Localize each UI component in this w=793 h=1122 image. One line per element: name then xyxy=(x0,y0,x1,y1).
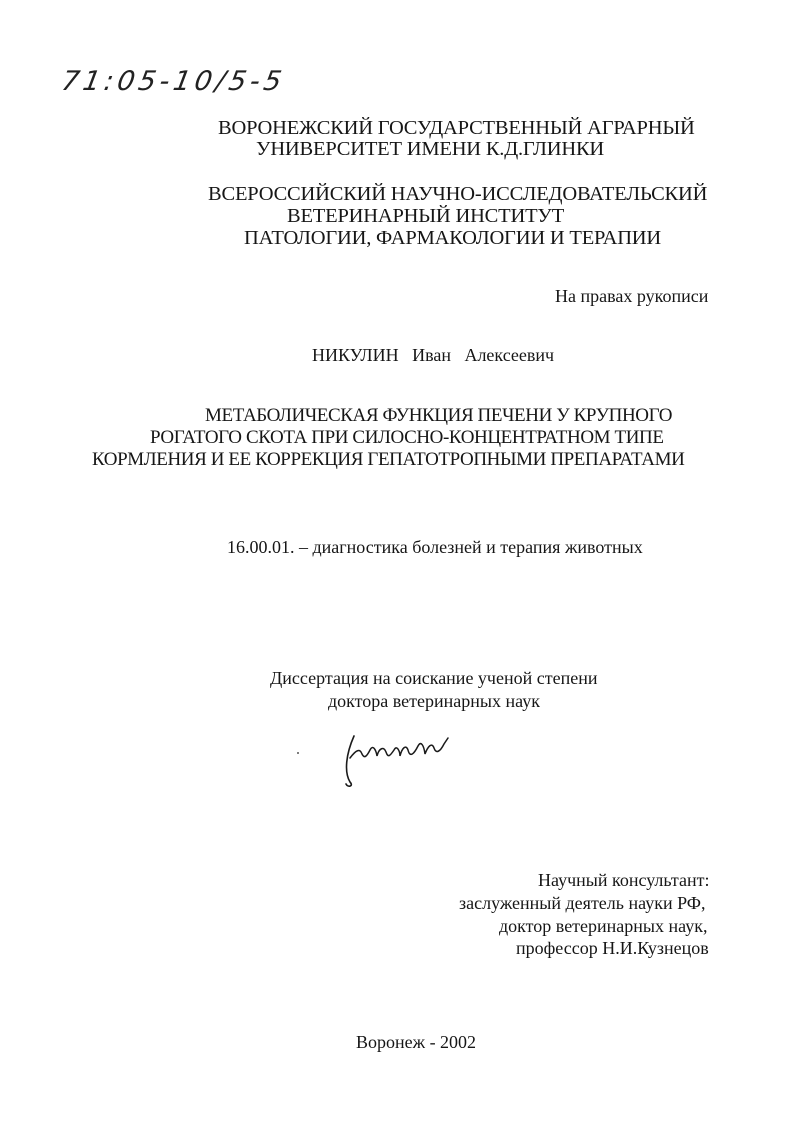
consultant-line-1: Научный консультант: xyxy=(538,870,710,890)
title-line-3: КОРМЛЕНИЯ И ЕЕ КОРРЕКЦИЯ ГЕПАТОТРОПНЫМИ ПРЕПАРАТАМИ xyxy=(92,449,685,470)
university-line-1: ВОРОНЕЖСКИЙ ГОСУДАРСТВЕННЫЙ АГРАРНЫЙ xyxy=(218,117,695,139)
consultant-line-4: профессор Н.И.Кузнецов xyxy=(516,938,709,958)
manuscript-note: На правах рукописи xyxy=(555,286,709,306)
institute-line-2: ВЕТЕРИНАРНЫЙ ИНСТИТУТ xyxy=(287,205,565,227)
title-line-2: РОГАТОГО СКОТА ПРИ СИЛОСНО-КОНЦЕНТРАТНОМ ТИПЕ xyxy=(150,427,664,448)
degree-line-2: доктора ветеринарных наук xyxy=(328,691,540,711)
specialty-code: 16.00.01. – диагностика болезней и терапия животных xyxy=(227,537,643,557)
author-name: НИКУЛИН Иван Алексеевич xyxy=(312,345,555,365)
title-line-1: МЕТАБОЛИЧЕСКАЯ ФУНКЦИЯ ПЕЧЕНИ У КРУПНОГО xyxy=(205,405,673,426)
consultant-line-3: доктор ветеринарных наук, xyxy=(499,916,708,936)
ink-speck xyxy=(297,752,299,754)
consultant-line-2: заслуженный деятель науки РФ, xyxy=(459,893,706,913)
author-signature xyxy=(340,728,458,790)
university-line-2: УНИВЕРСИТЕТ ИМЕНИ К.Д.ГЛИНКИ xyxy=(256,138,605,160)
institute-line-3: ПАТОЛОГИИ, ФАРМАКОЛОГИИ И ТЕРАПИИ xyxy=(244,227,662,249)
archive-code-handwritten: 71:05-10/5-5 xyxy=(59,66,288,97)
city-year: Воронеж - 2002 xyxy=(356,1032,477,1052)
degree-line-1: Диссертация на соискание ученой степени xyxy=(270,668,598,688)
institute-line-1: ВСЕРОССИЙСКИЙ НАУЧНО-ИССЛЕДОВАТЕЛЬСКИЙ xyxy=(208,183,708,205)
